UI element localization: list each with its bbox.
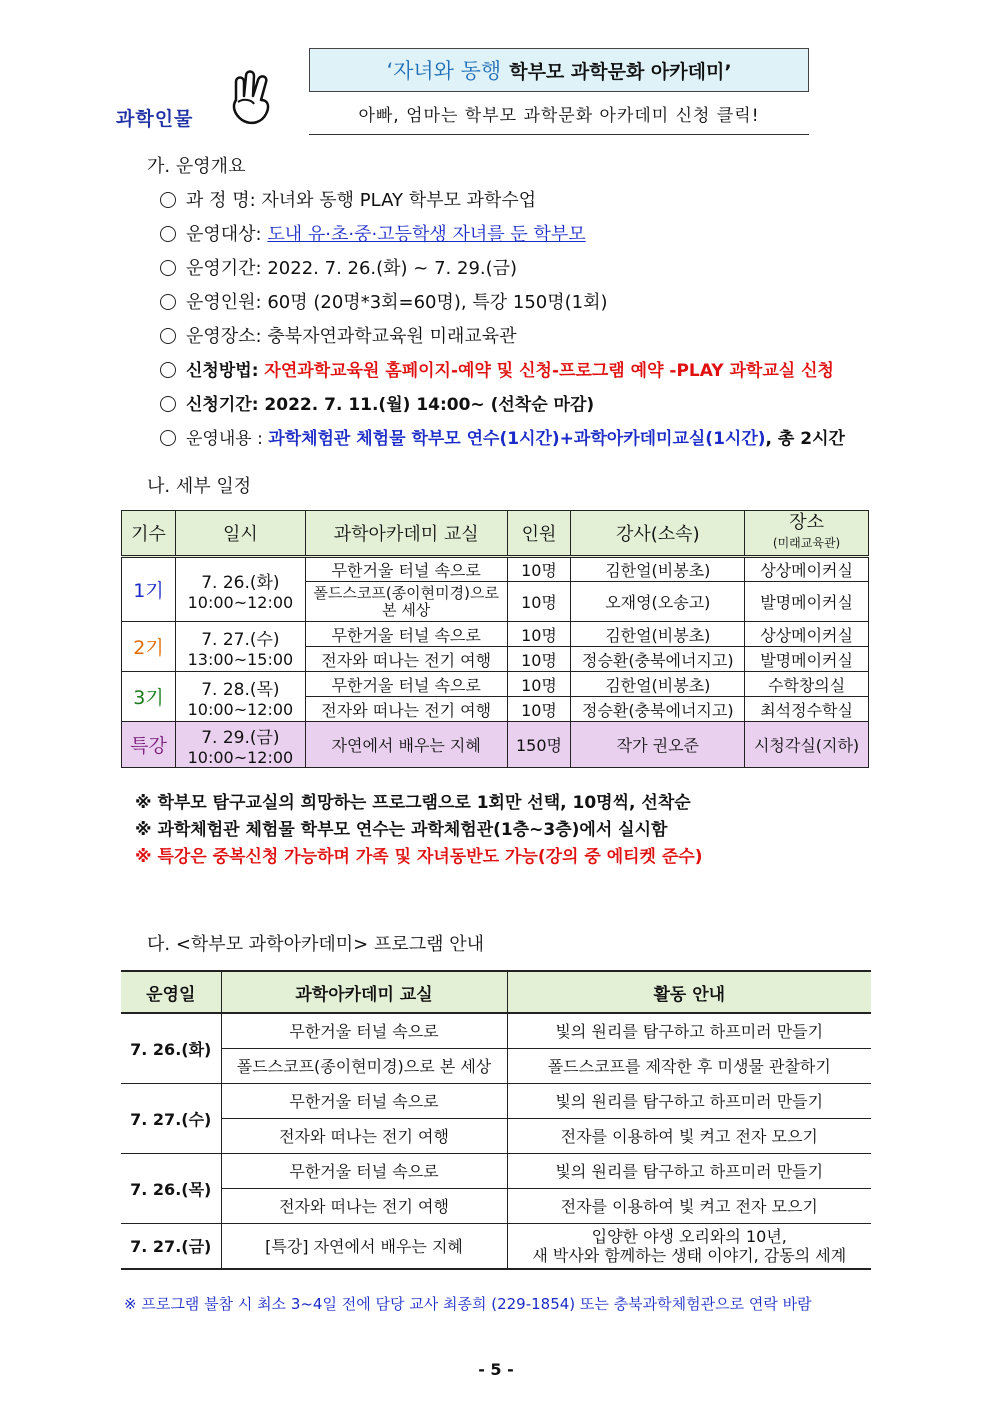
table-row: 3기 7. 28.(목) 10:00~12:00 무한거울 터널 속으로 10명 김한얼(비봉초) 수학창의실: [122, 672, 869, 697]
column-header: 과학아카데미 교실: [305, 511, 507, 557]
table-row: 전자와 떠나는 전기 여행 전자를 이용하여 빛 켜고 전자 모으기: [121, 1118, 871, 1153]
overview-item: 신청기간: 2022. 7. 11.(월) 14:00~ (선착순 마감): [160, 390, 594, 415]
logo: [116, 70, 296, 140]
table-row: 전자와 떠나는 전기 여행 10명 정승환(충북에너지고) 발명메이커실: [122, 647, 869, 672]
table-header-row: [122, 511, 869, 557]
table-row: 1기 7. 26.(화) 10:00~12:00 무한거울 터널 속으로 10명 김한얼(비봉초) 상상메이커실: [122, 557, 869, 582]
table-row: 7. 27.(금) [특강] 자연에서 배우는 지혜 입양한 야생 오리와의 10년, 새 박사와 함께하는 생태 이야기, 감동의 세계: [121, 1223, 871, 1269]
circle-bullet-icon: [160, 362, 176, 378]
title-part1: ‘자녀와 동행: [386, 59, 502, 83]
column-header: 기수: [122, 511, 176, 557]
circle-bullet-icon: [160, 192, 176, 208]
circle-bullet-icon: [160, 328, 176, 344]
overview-item: 운영내용 : 과학체험관 체험물 학부모 연수(1시간)+과학아카데미교실(1시간), 총 2시간: [160, 424, 845, 449]
footnote: ※ 프로그램 불참 시 최소 3~4일 전에 담당 교사 최종희 (229-1854) 또는 충북과학체험관으로 연락 바람: [124, 1295, 812, 1313]
circle-bullet-icon: [160, 396, 176, 412]
table-header-row: [121, 971, 871, 1013]
column-header: 강사(소속): [571, 511, 745, 557]
column-header: 과학아카데미 교실: [221, 971, 507, 1013]
table-row: 전자와 떠나는 전기 여행 전자를 이용하여 빛 켜고 전자 모으기: [121, 1188, 871, 1223]
column-header: 장소 (미래교육관): [745, 511, 869, 557]
note-warning: ※ 특강은 중복신청 가능하며 가족 및 자녀동반도 가능(강의 중 에티켓 준수): [135, 847, 703, 867]
column-header: 활동 안내: [507, 971, 871, 1013]
table-row-special: 특강 7. 29.(금) 10:00~12:00 자연에서 배우는 지혜 150명 작가 권오준 시청각실(지하): [122, 722, 869, 768]
subtitle: 아빠, 엄마는 학부모 과학문화 아카데미 신청 클릭!: [309, 92, 809, 135]
overview-item: 운영장소: 충북자연과학교육원 미래교육관: [160, 322, 517, 348]
circle-bullet-icon: [160, 430, 176, 446]
table-row: 폴드스코프(종이현미경)으로 본 세상 10명 오재영(오송고) 발명메이커실: [122, 582, 869, 622]
overview-item: 과 정 명: 자녀와 동행 PLAY 학부모 과학수업: [160, 186, 536, 212]
column-header: 운영일: [121, 971, 221, 1013]
section-a-heading: 가. 운영개요: [147, 156, 246, 177]
circle-bullet-icon: [160, 294, 176, 310]
hand-icon: [224, 70, 284, 132]
section-c-heading: 다. <학부모 과학아카데미> 프로그램 안내: [147, 934, 484, 955]
program-table: [121, 970, 871, 1270]
schedule-table: [121, 510, 869, 768]
circle-bullet-icon: [160, 260, 176, 276]
overview-item: 운영기간: 2022. 7. 26.(화) ~ 7. 29.(금): [160, 254, 517, 280]
table-row: 폴드스코프(종이현미경)으로 본 세상 폴드스코프를 제작한 후 미생물 관찰하기: [121, 1048, 871, 1083]
column-header: 인원: [507, 511, 571, 557]
table-row: 7. 26.(화) 무한거울 터널 속으로 빛의 원리를 탐구하고 하프미러 만들기: [121, 1013, 871, 1048]
note: ※ 과학체험관 체험물 학부모 연수는 과학체험관(1층~3층)에서 실시함: [135, 820, 668, 840]
page-number: - 5 -: [478, 1360, 514, 1379]
table-row: 7. 27.(수) 무한거울 터널 속으로 빛의 원리를 탐구하고 하프미러 만들기: [121, 1083, 871, 1118]
overview-item: 운영인원: 60명 (20명*3회=60명), 특강 150명(1회): [160, 288, 608, 314]
title-part2: 학부모 과학문화 아카데미’: [509, 60, 732, 83]
section-b-heading: 나. 세부 일정: [147, 476, 252, 497]
column-header: 일시: [175, 511, 305, 557]
overview-item: 운영대상: 도내 유·초·중·고등학생 자녀를 둔 학부모: [160, 220, 586, 246]
circle-bullet-icon: [160, 226, 176, 242]
title-box: [309, 48, 809, 92]
table-row: 전자와 떠나는 전기 여행 10명 정승환(충북에너지고) 최석정수학실: [122, 697, 869, 722]
overview-item: 신청방법: 자연과학교육원 홈페이지-예약 및 신청-프로그램 예약 -PLAY 과학교실 신청: [160, 356, 834, 381]
note: ※ 학부모 탐구교실의 희망하는 프로그램으로 1회만 선택, 10명씩, 선착순: [135, 793, 691, 813]
table-row: 2기 7. 27.(수) 13:00~15:00 무한거울 터널 속으로 10명 김한얼(비봉초) 상상메이커실: [122, 622, 869, 647]
table-row: 7. 26.(목) 무한거울 터널 속으로 빛의 원리를 탐구하고 하프미러 만들기: [121, 1153, 871, 1188]
logo-text: 과학인물: [116, 108, 194, 130]
